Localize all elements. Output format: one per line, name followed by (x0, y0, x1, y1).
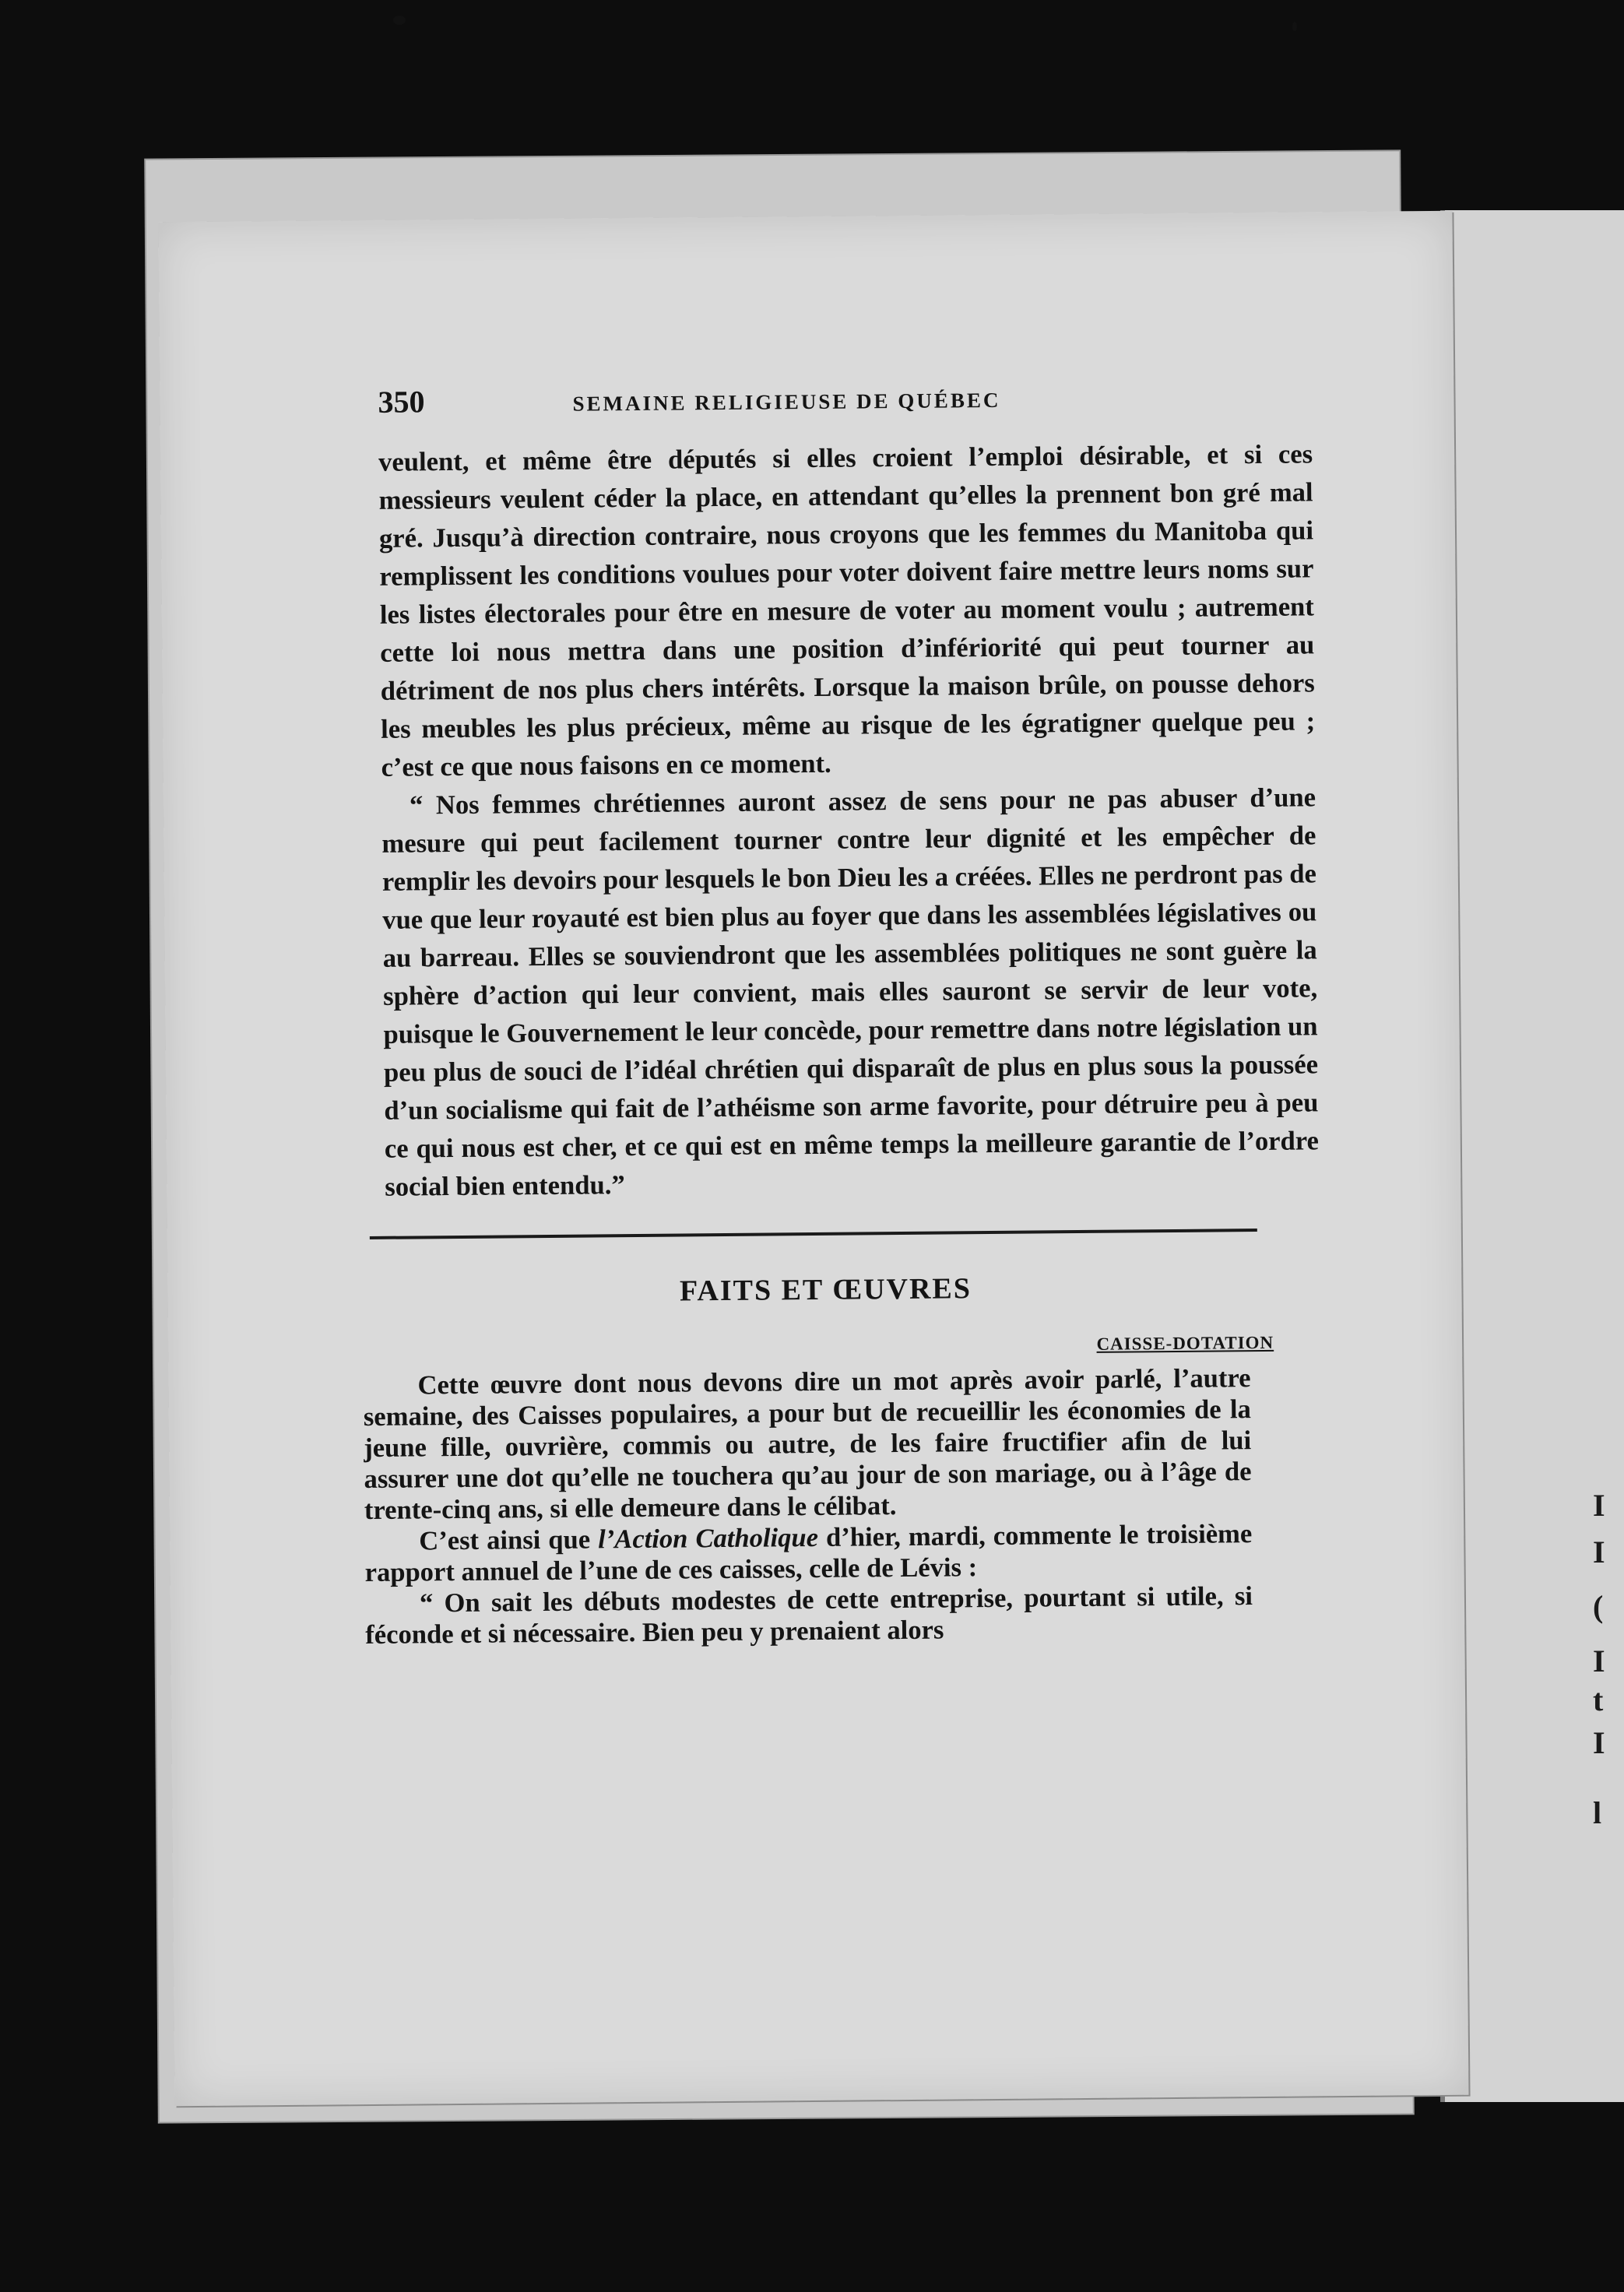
body-paragraph: veulent, et même être députés si elles croient l’emploi désirable, et si ces messieurs veulent céder la place, en attendant qu’elles la prennent bon gré mal gré. Jusqu’à direction contraire, nous croyons que les femmes du Manitoba qui remplissent les conditions voulues pour voter doivent faire mettre leurs noms sur les listes électorales pour être en mesure de voter au moment voulu ; autrement cette loi nous mettra dans une position d’infériorité qui peut tourner au détriment de nos plus chers intérêts. Lorsque la maison brûle, on pousse dehors les meubles les plus précieux, même au risque de les égratigner quelque peu ; c’est ce que nous faisons en ce moment. (378, 439, 1316, 782)
text-run: C’est ainsi que (419, 1524, 599, 1556)
edge-letter: l (1593, 1795, 1602, 1830)
edge-letter: I (1593, 1725, 1605, 1760)
body-paragraph-quote: “ Nos femmes chrétiennes auront assez de sens pour ne pas abuser d’une mesure qui peut facilement tourner contre leur dignité et les empêcher de remplir les devoirs pour lesquels le bon Dieu les a créées. Elles ne perdront pas de vue que leur royauté est bien plus au foyer que dans les assemblées législatives ou au barreau. Elles se souviendront que les assemblées politiques ne sont guère la sphère d’action qui leur convient, mais elles sauront se servir de leur vote, puisque le Gouvernement le leur concède, pour remettre dans notre législation un peu plus de souci de l’idéal chrétien qui disparaît de plus en plus sous la poussée d’un socialisme qui fait de l’athéisme son arme favorite, pour détruire peu à peu ce qui nous est cher, et ce qui est en même temps la meilleure garantie de l’ordre social bien entendu.” (381, 782, 1319, 1202)
edge-letter: I (1593, 1643, 1605, 1679)
section-paragraph: Cette œuvre dont nous devons dire un mot après avoir parlé, l’autre semaine, des Caisses populaires, a pour but de recueillir les économies de la jeune fille, ouvrière, commis ou autre, de les faire fructifier afin de lui assurer une dot qu’elle ne touchera qu’au jour de son mariage, ou à l’âge de trente-cinq ans, si elle demeure dans le célibat. (363, 1363, 1252, 1526)
page-number: 350 (378, 384, 425, 420)
publication-name: l’Action Catholique (598, 1522, 819, 1555)
section-paragraph-italic-ref (364, 1518, 1253, 1588)
scanned-page (158, 211, 1468, 2106)
edge-letter: t (1593, 1682, 1604, 1717)
edge-letter: I (1593, 1488, 1605, 1523)
section-paragraph-quote: “ On sait les débuts modestes de cette entreprise, pourtant si utile, si féconde et si nécessaire. Bien peu y prenaient alors (365, 1581, 1253, 1650)
page-content (363, 375, 1323, 1650)
facing-page-edge (1440, 210, 1624, 2102)
subsection-title: CAISSE-DOTATION (1096, 1332, 1274, 1354)
text-run: d’hier, mardi, commente le troisième rapport annuel de l’une de ces caisses, celle de Lévis : (364, 1519, 1253, 1588)
page-header (378, 375, 1312, 420)
scan-speck (393, 16, 406, 25)
edge-letter: I (1593, 1534, 1605, 1570)
scan-speck (1292, 22, 1297, 31)
running-head: SEMAINE RELIGIEUSE DE QUÉBEC (572, 388, 1001, 416)
section-title: FAITS ET ŒUVRES (679, 1272, 972, 1308)
section-divider (370, 1229, 1257, 1239)
edge-letter: ( (1593, 1589, 1604, 1624)
